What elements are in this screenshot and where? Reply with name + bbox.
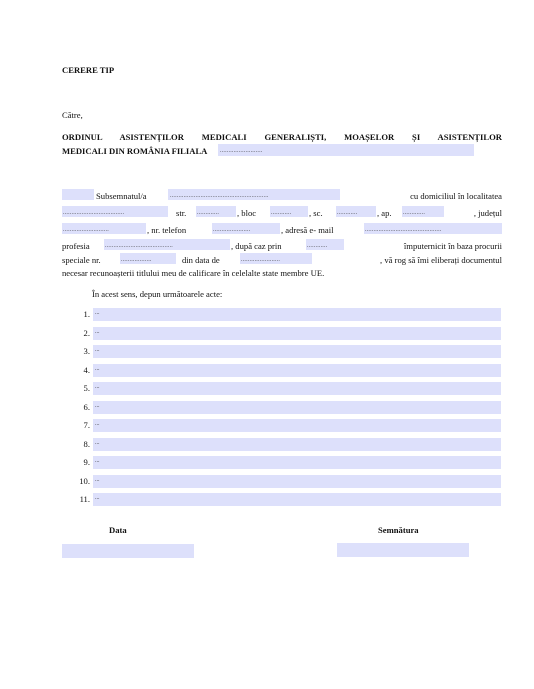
scara-field[interactable]: ............: [336, 206, 376, 217]
email-label: , adresă e- mail: [281, 225, 334, 235]
imputernicit-label: împuternicit în baza procurii: [403, 241, 502, 251]
list-intro: În acest sens, depun următoarele acte:: [92, 289, 223, 299]
bloc-label: , bloc: [237, 208, 257, 218]
procura-data-field[interactable]: .......................: [240, 253, 312, 264]
signature-label: Semnătura: [378, 525, 419, 535]
sc-label: , sc.: [309, 208, 323, 218]
necesar-label: necesar recunoașterii titlului meu de calificare în celelalte state membre UE.: [62, 268, 325, 278]
document-field-8[interactable]: ...: [93, 438, 501, 451]
ap-label: , ap.: [377, 208, 392, 218]
document-field-5[interactable]: ...: [93, 382, 501, 395]
list-item: 1. ...: [62, 308, 502, 321]
date-field[interactable]: [62, 544, 194, 558]
domiciliul-label: cu domiciliul în localitatea: [410, 191, 502, 201]
name-field[interactable]: ..........................................................: [168, 189, 340, 200]
imputernicit-field[interactable]: ............: [306, 239, 344, 250]
list-item: 9. ...: [62, 456, 502, 469]
list-item: 2. ...: [62, 327, 502, 340]
list-item: 7. ...: [62, 419, 502, 432]
va-rog-label: , vă rog să îmi eliberați documentul: [380, 255, 502, 265]
profesia-field[interactable]: ........................................: [104, 239, 230, 250]
localitate-field[interactable]: ....................................: [62, 206, 168, 217]
document-field-6[interactable]: ...: [93, 401, 501, 414]
list-item: 5. ...: [62, 382, 502, 395]
speciale-label: speciale nr.: [62, 255, 101, 265]
din-data-label: din data de: [182, 255, 220, 265]
list-item: 3. ...: [62, 345, 502, 358]
str-label: str.: [176, 208, 187, 218]
document-field-3[interactable]: ...: [93, 345, 501, 358]
list-item: 11. ...: [62, 493, 502, 506]
document-title: CERERE TIP: [62, 65, 115, 75]
telefon-field[interactable]: ......................: [212, 223, 280, 234]
signature-field[interactable]: [337, 543, 469, 557]
subsemnatul-label: Subsemnatul/a: [96, 191, 147, 201]
bloc-field[interactable]: ............: [270, 206, 308, 217]
document-field-2[interactable]: ...: [93, 327, 501, 340]
document-field-1[interactable]: ...: [93, 308, 501, 321]
procura-nr-field[interactable]: ..................: [120, 253, 176, 264]
judet-field[interactable]: ...........................: [62, 223, 146, 234]
addressee-label: Către,: [62, 110, 83, 120]
strada-field[interactable]: .............: [196, 206, 236, 217]
document-field-7[interactable]: ...: [93, 419, 501, 432]
list-item: 8. ...: [62, 438, 502, 451]
telefon-label: , nr. telefon: [147, 225, 187, 235]
document-field-4[interactable]: ...: [93, 364, 501, 377]
org-line-2: MEDICALI DIN ROMÂNIA FILIALA: [62, 146, 208, 156]
document-field-10[interactable]: ...: [93, 475, 501, 488]
dupa-caz-label: , după caz prin: [231, 241, 282, 251]
list-item: 10. ...: [62, 475, 502, 488]
email-field[interactable]: .............................................: [364, 223, 502, 234]
date-label: Data: [109, 525, 127, 535]
list-item: 4. ...: [62, 364, 502, 377]
org-line-1: ORDINUL ASISTENȚILOR MEDICALI GENERALIȘTI, MOAȘELOR ȘI ASISTENȚILOR: [62, 132, 502, 142]
indent-field: [62, 189, 94, 200]
apartament-field[interactable]: .............: [402, 206, 444, 217]
document-field-11[interactable]: ...: [93, 493, 501, 506]
judetul-label: , județul: [473, 208, 502, 218]
profesia-label: profesia: [62, 241, 90, 251]
filiala-field[interactable]: .........................: [218, 144, 474, 156]
document-field-9[interactable]: ...: [93, 456, 501, 469]
list-item: 6. ...: [62, 401, 502, 414]
